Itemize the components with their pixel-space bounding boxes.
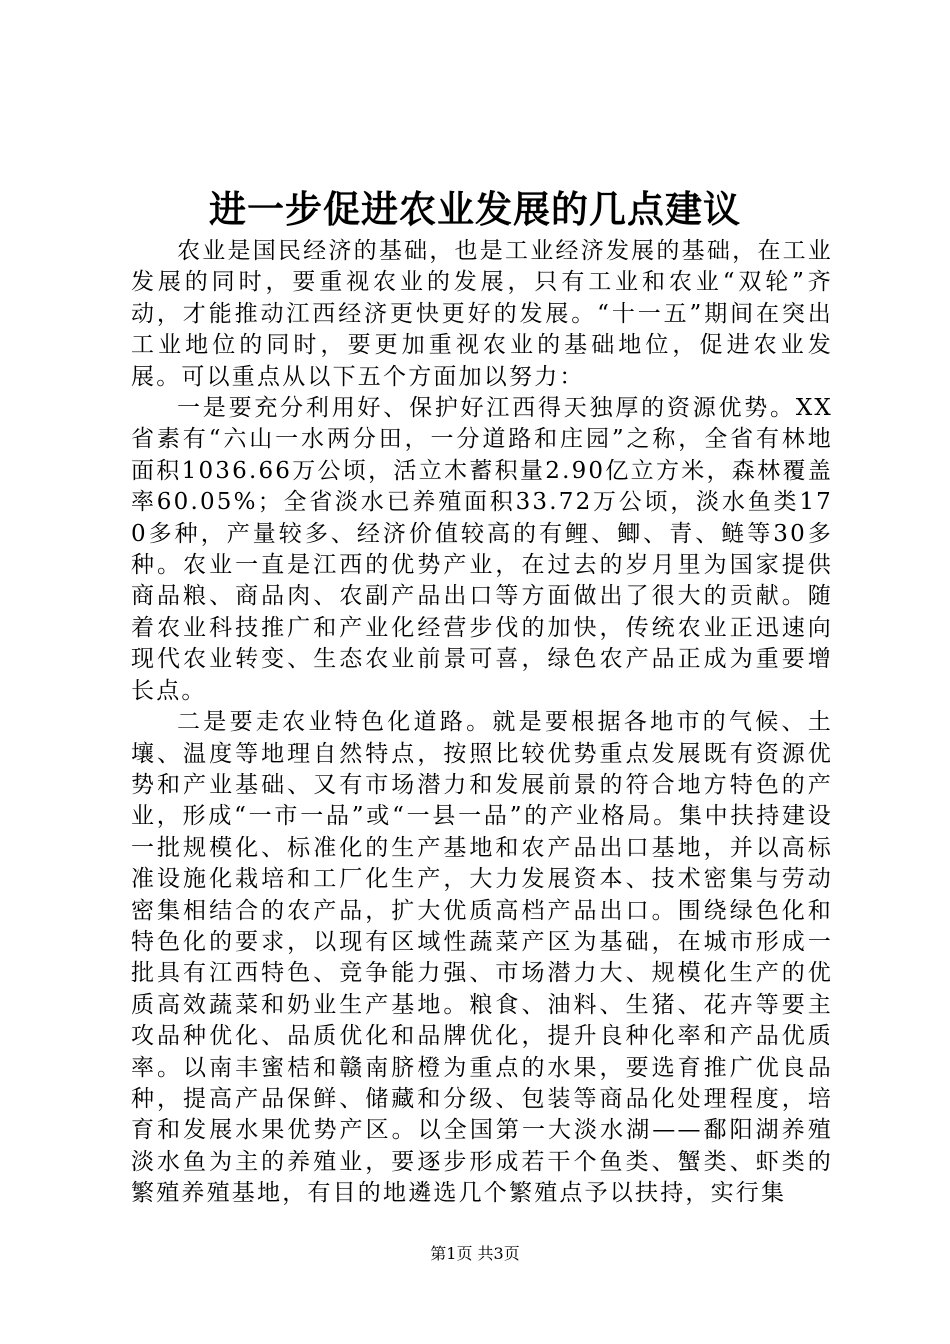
page-number-footer: 第1页 共3页 bbox=[430, 1244, 520, 1263]
document-title: 进一步促进农业发展的几点建议 bbox=[209, 187, 741, 231]
paragraph-point-two: 二是要走农业特色化道路。就是要根据各地市的气候、土壤、温度等地理自然特点，按照比较优势重点发展既有资源优势和产业基础、又有市场潜力和发展前景的符合地方特色的产业，形成“一市一品”或“一县一品”的产业格局。集中扶持建设一批规模化、标准化的生产基地和农产品出口基地，并以高标准设施化栽培和工厂化生产，大力发展资本、技术密集与劳动密集相结合的农产品，扩大优质高档产品出口。围绕绿色化和特色化的要求，以现有区域性蔬菜产区为基础，在城市形成一批具有江西特色、竞争能力强、市场潜力大、规模化生产的优质高效蔬菜和奶业生产基地。粮食、油料、生猪、花卉等要主攻品种优化、品质优化和品牌优化，提升良种化率和产品优质率。以南丰蜜桔和赣南脐橙为重点的水果，要选育推广优良品种，提高产品保鲜、储藏和分级、包装等商品化处理程度，培育和发展水果优势产区。以全国第一大淡水湖——鄱阳湖养殖淡水鱼为主的养殖业，要逐步形成若干个鱼类、蟹类、虾类的繁殖养殖基地，有目的地遴选几个繁殖点予以扶持，实行集 bbox=[131, 709, 833, 1207]
paragraph-point-one: 一是要充分利用好、保护好江西得天独厚的资源优势。XX省素有“六山一水两分田，一分道路和庄园”之称，全省有林地面积1036.66万公顷，活立木蓄积量2.90亿立方米，森林覆盖率60.05%；全省淡水已养殖面积33.72万公顷，淡水鱼类170多种，产量较多、经济价值较高的有鲤、鲫、青、鲢等30多种。农业一直是江西的优势产业，在过去的岁月里为国家提供商品粮、商品肉、农副产品出口等方面做出了很大的贡献。随着农业科技推广和产业化经营步伐的加快，传统农业正迅速向现代农业转变、生态农业前景可喜，绿色农产品正成为重要增长点。 bbox=[131, 395, 833, 704]
document-body bbox=[131, 236, 833, 1210]
paragraph-intro: 农业是国民经济的基础，也是工业经济发展的基础，在工业发展的同时，要重视农业的发展，只有工业和农业“双轮”齐动，才能推动江西经济更快更好的发展。“十一五”期间在突出工业地位的同时，要更加重视农业的基础地位，促进农业发展。可以重点从以下五个方面加以努力： bbox=[131, 238, 833, 390]
